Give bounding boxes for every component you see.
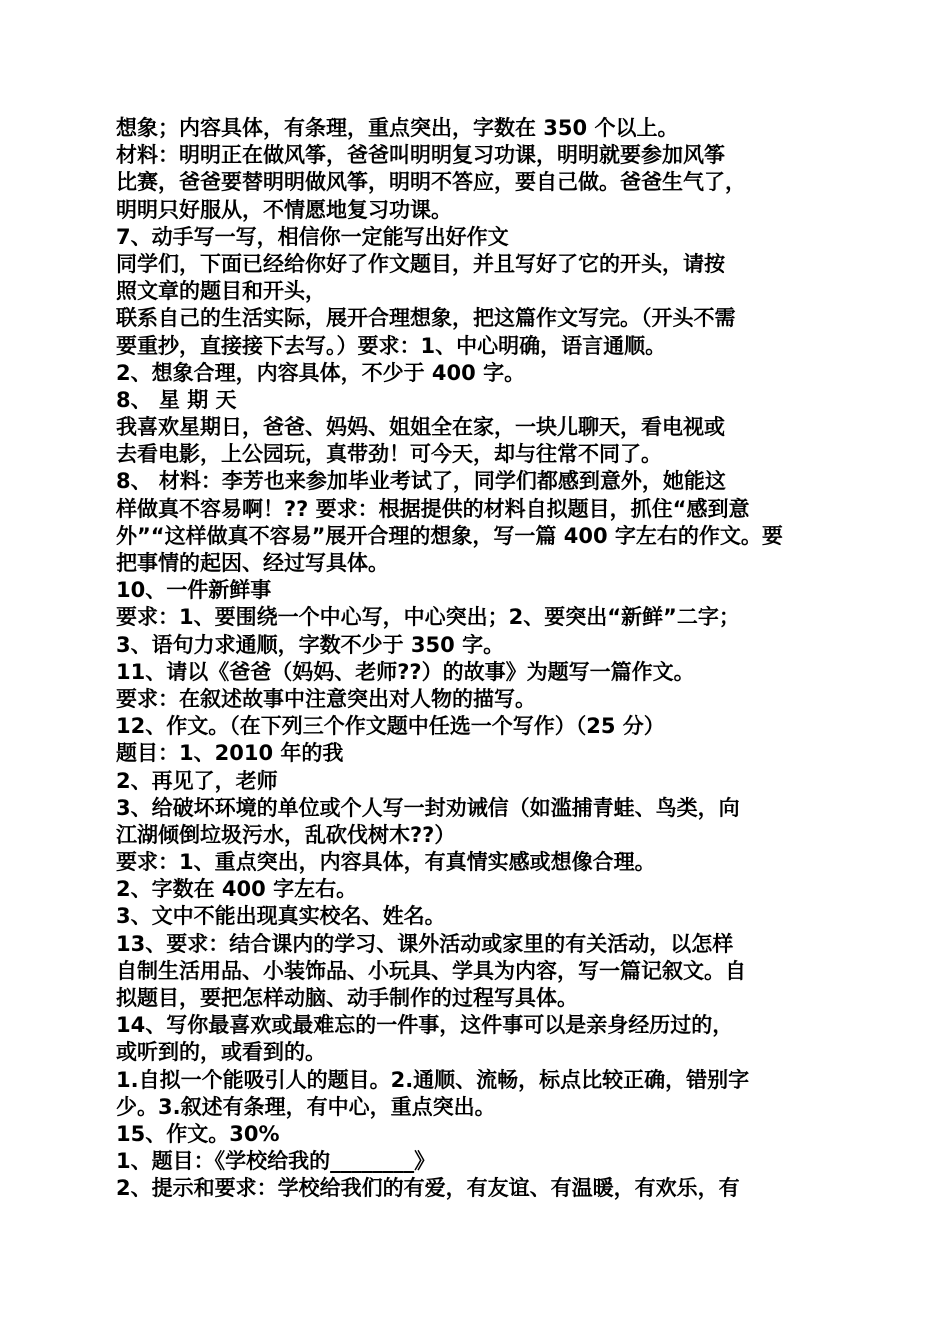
text-line: 去看电影，上公园玩，真带劲！可今天，却与往常不同了。 <box>116 442 662 467</box>
text-line: 2、想象合理，内容具体，不少于 400 字。 <box>116 360 526 385</box>
text-line: 材料：明明正在做风筝，爸爸叫明明复习功课，明明就要参加风筝 <box>116 143 725 168</box>
text-line: 联系自己的生活实际，展开合理想象，把这篇作文写完。（开头不需 <box>116 306 736 331</box>
text-line: 外”“这样做真不容易”展开合理的想象，写一篇 400 字左右的作文。要 <box>116 523 783 548</box>
text-line: 3、给破坏环境的单位或个人写一封劝诫信（如滥捕青蛙、鸟类，向 <box>116 795 740 820</box>
text-line: 把事情的起因、经过写具体。 <box>116 551 389 575</box>
text-line: 题目：1、2010 年的我 <box>116 741 344 766</box>
text-line: 11、请以《爸爸（妈妈、老师??）的故事》为题写一篇作文。 <box>116 659 695 684</box>
text-line: 江湖倾倒垃圾污水，乱砍伐树木??） <box>116 822 456 847</box>
text-line: 我喜欢星期日，爸爸、妈妈、姐姐全在家，一块儿聊天，看电视或 <box>116 415 725 440</box>
text-line: 少。3.叙述有条理，有中心，重点突出。 <box>116 1094 496 1119</box>
text-line: 2、字数在 400 字左右。 <box>116 877 358 902</box>
text-line: 3、文中不能出现真实校名、姓名。 <box>116 904 446 929</box>
text-line: 要求：1、重点突出，内容具体，有真情实感或想像合理。 <box>116 850 656 875</box>
text-line: 8、 星 期 天 <box>116 387 237 412</box>
text-line: 7、动手写一写，相信你一定能写出好作文 <box>116 224 509 249</box>
text-line: 同学们，下面已经给你好了作文题目，并且写好了它的开头，请按 <box>116 251 725 276</box>
text-line: 12、作文。（在下列三个作文题中任选一个写作）（25 分） <box>116 714 665 739</box>
text-line: 15、作文。30% <box>116 1121 280 1146</box>
text-line: 想象；内容具体，有条理，重点突出，字数在 350 个以上。 <box>116 116 679 140</box>
document-body <box>116 115 841 1203</box>
text-line: 明明只好服从，不情愿地复习功课。 <box>116 197 452 222</box>
text-line: 要求：在叙述故事中注意突出对人物的描写。 <box>116 686 536 711</box>
text-line: 2、提示和要求：学校给我们的有爱，有友谊、有温暖，有欢乐，有 <box>116 1176 740 1201</box>
text-line: 或听到的，或看到的。 <box>116 1040 326 1065</box>
text-line: 14、写你最喜欢或最难忘的一件事，这件事可以是亲身经历过的， <box>116 1013 734 1038</box>
text-line: 10、一件新鲜事 <box>116 578 272 603</box>
text-line: 照文章的题目和开头， <box>116 279 326 304</box>
text-line: 13、要求：结合课内的学习、课外活动或家里的有关活动，以怎样 <box>116 931 734 956</box>
text-line: 2、再见了，老师 <box>116 768 278 793</box>
text-line: 要求：1、要围绕一个中心写，中心突出；2、要突出“新鲜”二字； <box>116 605 740 630</box>
text-line: 1.自拟一个能吸引人的题目。2.通顺、流畅，标点比较正确，错别字 <box>116 1067 750 1092</box>
text-line: 1、题目：《学校给我的________》 <box>116 1149 436 1174</box>
text-line: 要重抄，直接接下去写。）要求：1、中心明确，语言通顺。 <box>116 333 667 358</box>
text-line: 拟题目，要把怎样动脑、动手制作的过程写具体。 <box>116 986 578 1010</box>
text-line: 3、语句力求通顺，字数不少于 350 字。 <box>116 632 505 657</box>
text-line: 样做真不容易啊！?? 要求：根据提供的材料自拟题目，抓住“感到意 <box>116 496 750 521</box>
text-line: 比赛，爸爸要替明明做风筝，明明不答应，要自己做。爸爸生气了， <box>116 170 746 195</box>
text-line: 自制生活用品、小装饰品、小玩具、学具为内容，写一篇记叙文。自 <box>116 958 746 983</box>
text-line: 8、 材料：李芳也来参加毕业考试了，同学们都感到意外，她能这 <box>116 469 726 494</box>
